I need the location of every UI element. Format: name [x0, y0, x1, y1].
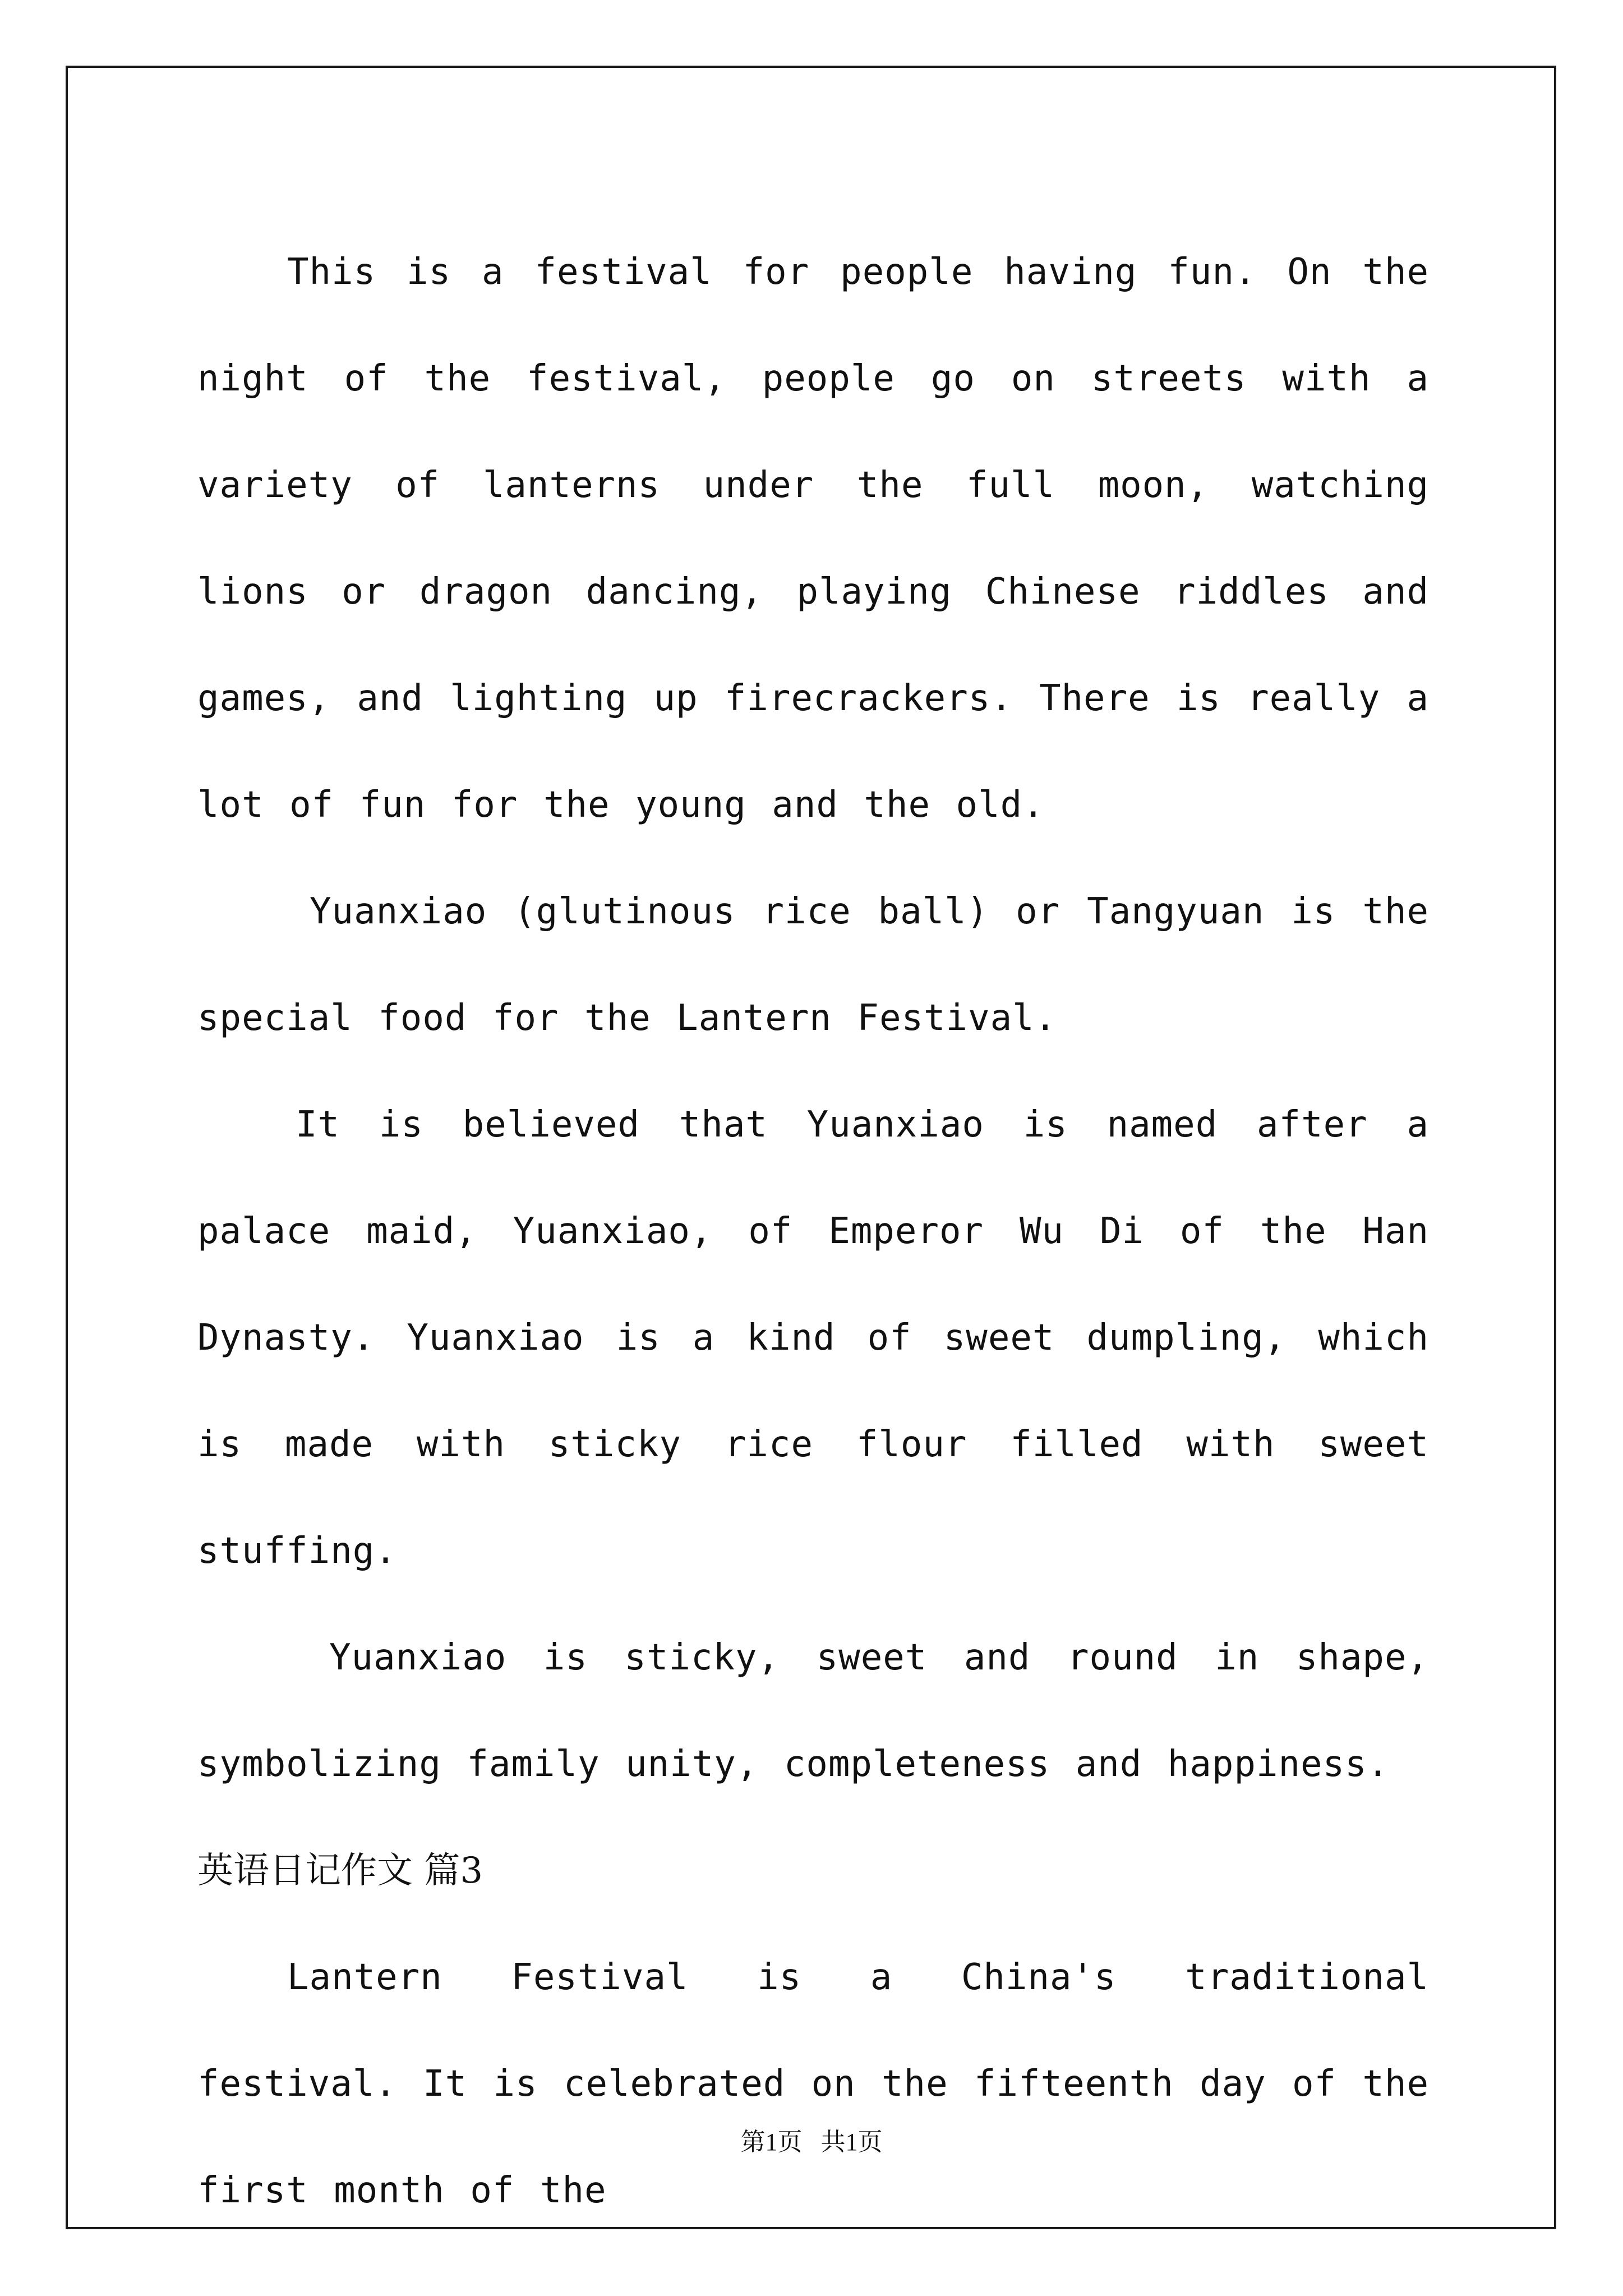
paragraph-festival-fun: This is a festival for people having fun. On the night of the festival, people go on streets with a variety of lanterns under the full moon, watching lions or dragon dancing, playing Chinese riddles and games, and lighting up firecrackers. There is really a lot of fun for the young and the old.: [197, 251, 1429, 826]
page-total: 共1页: [820, 2128, 883, 2156]
paragraph-yuanxiao-shape: Yuanxiao is sticky, sweet and round in shape, symbolizing family unity, completeness and happiness.: [197, 1637, 1429, 1785]
paragraph-yuanxiao-food: Yuanxiao (glutinous rice ball) or Tangyuan is the special food for the Lantern Festival.: [197, 891, 1429, 1039]
page-number: 第1页: [740, 2128, 803, 2156]
footer-spacer: [803, 2128, 821, 2156]
paragraph-yuanxiao-origin: It is believed that Yuanxiao is named after a palace maid, Yuanxiao, of Emperor Wu Di of the Han Dynasty. Yuanxiao is a kind of sweet dumpling, which is made with sticky rice flour filled with sweet stuffing.: [197, 1104, 1429, 1572]
paragraph-lantern-festival: Lantern Festival is a China's traditional festival. It is celebrated on the fifteenth day of the first month of the: [197, 1957, 1429, 2211]
page-footer: [0, 2122, 1623, 2157]
document-body: [197, 219, 1429, 2244]
section-heading: 英语日记作文 篇3: [197, 1850, 483, 1892]
